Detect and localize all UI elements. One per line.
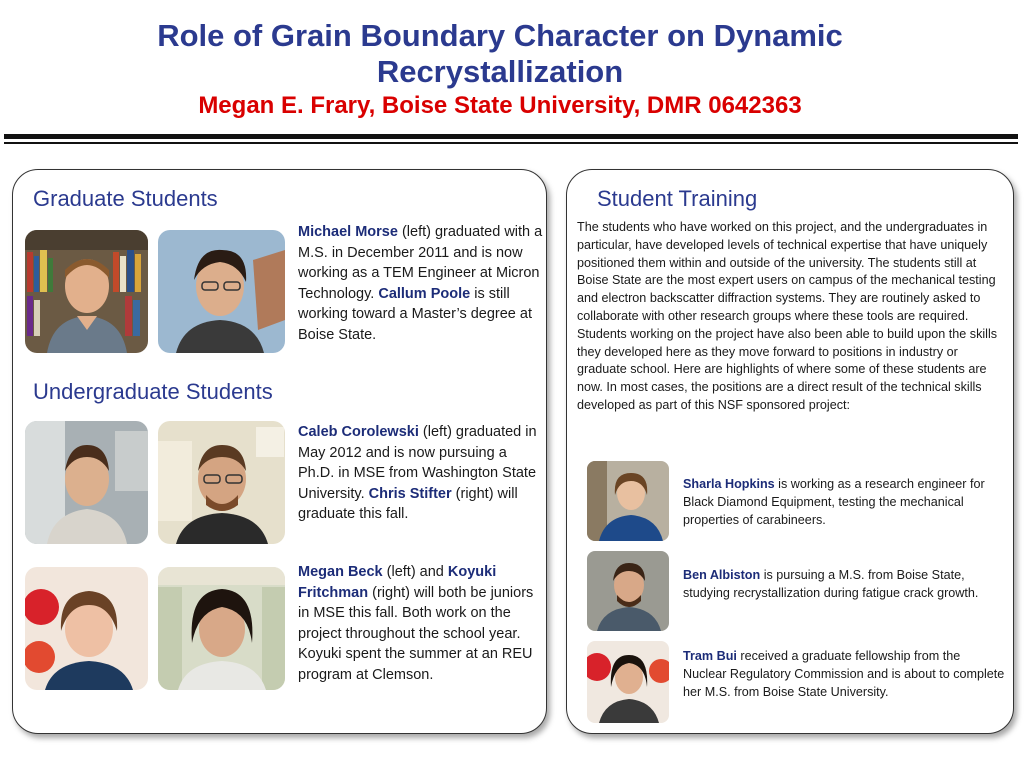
photo-sharla-hopkins xyxy=(587,461,669,541)
name-ben-albiston: Ben Albiston xyxy=(683,568,761,582)
student-training-panel xyxy=(566,169,1014,734)
page-subtitle: Megan E. Frary, Boise State University, DMR 0642363 xyxy=(198,92,802,119)
photo-koyuki-fritchman xyxy=(158,567,285,690)
highlight-ben-albiston: Ben Albiston is pursuing a M.S. from Boise State, studying recrystallization during fatigue crack growth. xyxy=(683,568,979,600)
graduate-students-heading: Graduate Students xyxy=(33,186,218,211)
title-line-2: Recrystallization xyxy=(376,54,624,89)
highlight-sharla-hopkins: Sharla Hopkins is working as a research engineer for Black Diamond Equipment, testing the mechanical properties of carabineers. xyxy=(683,477,985,527)
photo-megan-beck xyxy=(25,567,148,690)
name-callum-poole: Callum Poole xyxy=(378,285,471,302)
name-caleb-corolewski: Caleb Corolewski xyxy=(298,424,419,440)
name-koyuki-fritchman: Koyuki Fritchman xyxy=(298,564,497,601)
photo-chris-stifter xyxy=(158,421,285,544)
photo-michael-morse xyxy=(25,230,148,353)
highlight-tram-bui: Tram Bui received a graduate fellowship from the Nuclear Regulatory Commission and is about to complete her M.S. from Boise State University. xyxy=(683,649,1005,699)
title-line-1: Role of Grain Boundary Character on Dynamic xyxy=(157,18,843,53)
header-divider-thick xyxy=(4,134,1018,139)
undergraduate-students-text-1: Caleb Corolewski (left) graduated in May 2012 and is now pursuing a Ph.D. in MSE from Washington State University. Chris Stifter (right) will graduate this fall. xyxy=(298,424,537,522)
student-training-intro: The students who have worked on this project, and the undergraduates in particular, have developed levels of technical expertise that have uniquely positioned them within and outside of the university. The students still at Boise State are the most expert users on campus of the mechanical testing and electron backscatter diffraction systems. They are routinely asked to collaborate with other research groups where these tools are required. Students working on the project have also been able to build upon the skills they developed here as they move forward to positions in industry or graduate school. Here are highlights of where some of these students are now. In most cases, the positions are a direct result of the technical skills developed as part of this NSF sponsored project: xyxy=(577,220,998,412)
student-training-heading: Student Training xyxy=(597,186,758,211)
name-chris-stifter: Chris Stifter xyxy=(368,485,452,502)
photo-tram-bui xyxy=(587,641,669,723)
header-divider-thin xyxy=(4,142,1018,144)
undergraduate-students-heading: Undergraduate Students xyxy=(33,379,273,404)
name-megan-beck: Megan Beck xyxy=(298,564,383,580)
students-panel xyxy=(12,169,547,734)
page-title xyxy=(0,18,1000,90)
undergraduate-students-text-2: Megan Beck (left) and Koyuki Fritchman (right) will both be juniors in MSE this fall. Both work on the project throughout the school year. Koyuki spent the summer at an REU program at Clemson. xyxy=(298,564,534,683)
graduate-students-text: Michael Morse (left) graduated with a M.S. in December 2011 and is now working as a TEM Engineer at Micron Technology. Callum Poole is still working toward a Master’s degree at Boise State. xyxy=(298,224,543,343)
name-tram-bui: Tram Bui xyxy=(683,649,737,663)
name-sharla-hopkins: Sharla Hopkins xyxy=(683,477,775,491)
photo-ben-albiston xyxy=(587,551,669,631)
photo-caleb-corolewski xyxy=(25,421,148,544)
name-michael-morse: Michael Morse xyxy=(298,224,398,240)
photo-callum-poole xyxy=(158,230,285,353)
